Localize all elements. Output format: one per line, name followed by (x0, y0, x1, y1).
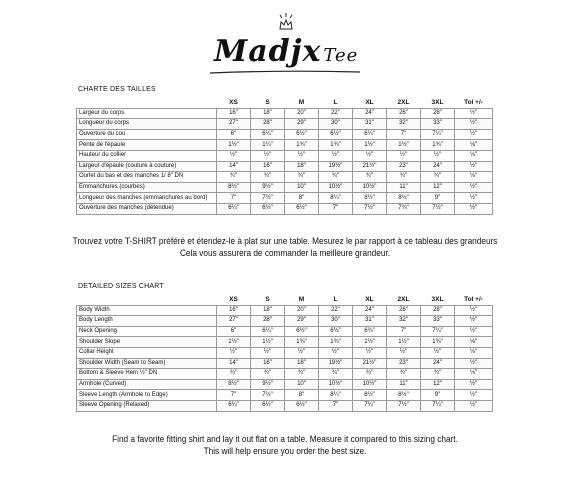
table-row (77, 337, 493, 348)
size-value: 31" (353, 316, 387, 327)
size-value: 10½" (319, 182, 353, 193)
table-row (77, 150, 493, 161)
size-value: 6" (217, 326, 251, 337)
table-row (77, 203, 493, 214)
size-header: L (319, 98, 353, 109)
size-header: XS (217, 295, 251, 306)
french-note-line2: Cela vous assurera de commander la meilleure grandeur. (179, 248, 391, 259)
size-value: 7½" (387, 400, 421, 411)
size-value: 33" (421, 316, 455, 327)
size-value: 7½" (353, 203, 387, 214)
measurement-label: Largeur d'épaule (couture à couture) (77, 161, 217, 172)
size-value: 32" (387, 316, 421, 327)
table-row (77, 119, 493, 130)
size-value: 8" (285, 390, 319, 401)
size-value: 27" (217, 119, 251, 130)
size-value: 6¼" (217, 203, 251, 214)
size-value: 1¾" (319, 337, 353, 348)
table-row (77, 172, 493, 183)
size-value: 28" (421, 108, 455, 119)
size-value: 7" (319, 400, 353, 411)
size-value: ½" (285, 150, 319, 161)
size-header: XL (353, 295, 387, 306)
table-row (77, 347, 493, 358)
size-value: ½" (455, 400, 493, 411)
size-value: 33" (421, 119, 455, 130)
size-value: 8½" (217, 182, 251, 193)
size-value: 6½" (285, 129, 319, 140)
size-value: 10" (285, 379, 319, 390)
size-value: 6½" (285, 400, 319, 411)
size-value: 9½" (251, 379, 285, 390)
english-size-table (76, 294, 493, 412)
table-row (77, 390, 493, 401)
size-value: 30" (319, 119, 353, 130)
size-value: 24" (421, 358, 455, 369)
size-value: 24" (353, 305, 387, 316)
size-value: ½" (251, 347, 285, 358)
size-value: 29" (285, 316, 319, 327)
size-value: 7" (387, 129, 421, 140)
size-header: 2XL (387, 98, 421, 109)
measurement-label: Hauteur du collier (77, 150, 217, 161)
size-value: 6" (217, 129, 251, 140)
size-value: 28" (421, 305, 455, 316)
size-header: 3XL (421, 98, 455, 109)
size-header: M (285, 295, 319, 306)
size-value: 16" (217, 108, 251, 119)
size-value: ½" (217, 150, 251, 161)
size-value: 7" (217, 390, 251, 401)
table-row (77, 305, 493, 316)
size-value: ⅛" (455, 172, 493, 183)
size-value: 23" (387, 161, 421, 172)
english-note-line1: Find a favorite fitting shirt and lay it out flat on a table. Measure it compared to this sizing chart. (112, 434, 458, 445)
size-value: 16" (251, 358, 285, 369)
table-row (77, 358, 493, 369)
size-value: ¾" (319, 369, 353, 380)
size-value: ½" (387, 347, 421, 358)
size-value: 8½" (353, 390, 387, 401)
size-value: 24" (353, 108, 387, 119)
size-value: ¾" (285, 172, 319, 183)
table-row (77, 182, 493, 193)
size-value: 9½" (251, 182, 285, 193)
table-row (77, 108, 493, 119)
french-instructions (40, 236, 530, 260)
size-value: ¾" (387, 369, 421, 380)
header-blank (77, 98, 217, 109)
measurement-label: Sleeve Opening (Relaxed) (77, 400, 217, 411)
size-value: 9" (421, 390, 455, 401)
measurement-label: Longueur des manches (emmanchures au bord) (77, 193, 217, 204)
size-value: ¾" (285, 369, 319, 380)
size-value: ½" (455, 193, 493, 204)
size-value: 6½" (285, 203, 319, 214)
size-value: 8½" (353, 193, 387, 204)
size-value: 21½" (353, 358, 387, 369)
english-chart-title: DETAILED SIZES CHART (78, 283, 164, 290)
size-value: 32" (387, 119, 421, 130)
size-value: 26" (387, 305, 421, 316)
brand-name-text: Madjx (214, 34, 322, 69)
size-value: 23" (387, 358, 421, 369)
table-row (77, 369, 493, 380)
size-value: 1½" (217, 140, 251, 151)
measurement-label: Emmanchures (courbes) (77, 182, 217, 193)
size-value: ¾" (217, 172, 251, 183)
french-note-line1: Trouvez votre T-SHIRT préféré et étendez-le à plat sur une table. Mesurez le par rapport à ce tableau des grandeurs (72, 236, 498, 247)
size-value: 1½" (251, 337, 285, 348)
size-value: 19½" (319, 161, 353, 172)
size-value: 6¼" (251, 129, 285, 140)
size-value: 6½" (251, 203, 285, 214)
size-value: ½" (353, 347, 387, 358)
size-value: 6½" (319, 129, 353, 140)
size-value: ¾" (353, 172, 387, 183)
table-row (77, 193, 493, 204)
table-row (77, 316, 493, 327)
size-value: 8" (285, 193, 319, 204)
size-value: 11" (387, 182, 421, 193)
size-value: 6½" (251, 400, 285, 411)
size-value: ¾" (421, 172, 455, 183)
size-value: 18" (285, 358, 319, 369)
size-value: 10½" (353, 379, 387, 390)
size-value: ½" (455, 161, 493, 172)
size-value: 18" (251, 305, 285, 316)
size-value: 24" (421, 161, 455, 172)
measurement-label: Collar Height (77, 347, 217, 358)
size-value: 8½" (387, 390, 421, 401)
size-value: 20" (285, 305, 319, 316)
size-value: ⅛" (455, 347, 493, 358)
size-header: M (285, 98, 319, 109)
size-value: 6¼" (217, 400, 251, 411)
brand-suffix: Tee (323, 45, 359, 66)
table-row (77, 161, 493, 172)
size-value: 14" (217, 161, 251, 172)
size-value: 6¾" (353, 326, 387, 337)
size-value: 28" (251, 119, 285, 130)
size-value: ½" (285, 347, 319, 358)
size-value: 1¾" (421, 337, 455, 348)
size-value: ¾" (319, 172, 353, 183)
size-value: 26" (387, 108, 421, 119)
size-value: 6½" (285, 326, 319, 337)
header-row (77, 98, 493, 109)
size-value: ½" (455, 358, 493, 369)
measurement-label: Longueur du corps (77, 119, 217, 130)
size-value: 16" (217, 305, 251, 316)
size-value: 1¾" (421, 140, 455, 151)
size-value: ½" (251, 150, 285, 161)
size-value: 7" (217, 193, 251, 204)
size-value: ½" (455, 316, 493, 327)
english-instructions (40, 434, 530, 458)
measurement-label: Sleeve Length (Armhole to Edge) (77, 390, 217, 401)
size-value: 7½" (251, 390, 285, 401)
size-value: ½" (217, 347, 251, 358)
size-value: 7" (319, 203, 353, 214)
size-value: 6½" (319, 326, 353, 337)
brand-name (214, 34, 358, 69)
size-value: ½" (455, 203, 493, 214)
size-value: ¾" (251, 172, 285, 183)
size-header: S (251, 98, 285, 109)
size-value: 30" (319, 316, 353, 327)
size-value: 10½" (319, 379, 353, 390)
crown-icon (276, 12, 296, 32)
size-value: 1½" (353, 337, 387, 348)
measurement-label: Ouverture des manches (détendue) (77, 203, 217, 214)
table-row (77, 140, 493, 151)
size-value: 1½" (387, 337, 421, 348)
size-value: ½" (421, 347, 455, 358)
size-value: ½" (353, 150, 387, 161)
size-value: 1½" (387, 140, 421, 151)
size-value: 7¼" (421, 129, 455, 140)
size-value: 1½" (353, 140, 387, 151)
size-header: S (251, 295, 285, 306)
table-row (77, 400, 493, 411)
measurement-label: Armhole (Curved) (77, 379, 217, 390)
size-value: ½" (421, 150, 455, 161)
size-value: 11" (387, 379, 421, 390)
measurement-label: Body Width (77, 305, 217, 316)
size-value: 7¼" (421, 326, 455, 337)
size-header: L (319, 295, 353, 306)
size-value: ½" (455, 182, 493, 193)
size-value: 20" (285, 108, 319, 119)
french-size-table (76, 97, 493, 215)
size-value: ½" (455, 129, 493, 140)
size-value: ½" (319, 347, 353, 358)
size-value: 29" (285, 119, 319, 130)
brand-logo (200, 12, 370, 74)
size-value: ¾" (251, 369, 285, 380)
size-value: ¾" (353, 369, 387, 380)
size-value: 18" (285, 161, 319, 172)
header-row (77, 295, 493, 306)
size-value: 7½" (251, 193, 285, 204)
brand-underline (210, 70, 360, 74)
size-value: 6¼" (251, 326, 285, 337)
size-value: 1½" (217, 337, 251, 348)
size-header: Tol +/- (455, 295, 493, 306)
size-value: 10½" (353, 182, 387, 193)
size-value: 9" (421, 193, 455, 204)
size-value: 14" (217, 358, 251, 369)
size-value: 12" (421, 182, 455, 193)
size-value: 8¼" (319, 390, 353, 401)
size-header: Tol +/- (455, 98, 493, 109)
size-value: 16" (251, 161, 285, 172)
size-value: 1¾" (285, 337, 319, 348)
size-value: 8½" (217, 379, 251, 390)
table-row (77, 129, 493, 140)
size-value: 27" (217, 316, 251, 327)
size-value: 1¾" (319, 140, 353, 151)
size-value: ½" (455, 108, 493, 119)
size-value: 19½" (319, 358, 353, 369)
size-value: 1¾" (285, 140, 319, 151)
measurement-label: Bottom & Sleeve Hem ½" DN (77, 369, 217, 380)
size-header: XS (217, 98, 251, 109)
size-value: ⅛" (455, 140, 493, 151)
size-value: 22" (319, 108, 353, 119)
size-value: ⅛" (455, 369, 493, 380)
size-value: 18" (251, 108, 285, 119)
size-value: 21½" (353, 161, 387, 172)
measurement-label: Ouverture du cou (77, 129, 217, 140)
size-value: 7¼" (353, 400, 387, 411)
size-value: 7½" (421, 203, 455, 214)
size-value: ½" (319, 150, 353, 161)
size-value: 1¼" (251, 140, 285, 151)
english-note-line2: This will help ensure you order the best size. (203, 446, 367, 457)
size-value: 7¼" (421, 400, 455, 411)
size-value: ¾" (421, 369, 455, 380)
size-value: ¾" (217, 369, 251, 380)
size-value: 28" (251, 316, 285, 327)
size-value: ½" (387, 150, 421, 161)
size-value: ½" (455, 119, 493, 130)
size-header: 3XL (421, 295, 455, 306)
size-header: XL (353, 98, 387, 109)
size-value: ½" (455, 379, 493, 390)
size-value: ½" (455, 390, 493, 401)
size-value: 8¼" (319, 193, 353, 204)
size-value: 31" (353, 119, 387, 130)
measurement-label: Largeur du corps (77, 108, 217, 119)
size-value: ½" (455, 326, 493, 337)
size-value: ¾" (387, 172, 421, 183)
measurement-label: Pente de l'épaule (77, 140, 217, 151)
size-value: 22" (319, 305, 353, 316)
measurement-label: Ourlet du bas et des manches 1/ 8" DN (77, 172, 217, 183)
header-blank (77, 295, 217, 306)
size-value: 6¼" (353, 129, 387, 140)
size-value: 7" (387, 326, 421, 337)
size-value: 7¾" (387, 203, 421, 214)
size-value: 12" (421, 379, 455, 390)
measurement-label: Shoulder Slope (77, 337, 217, 348)
french-chart-title: CHARTE DES TAILLES (78, 86, 156, 93)
size-value: 10" (285, 182, 319, 193)
measurement-label: Neck Opening (77, 326, 217, 337)
measurement-label: Shoulder Width (Seam to Seam) (77, 358, 217, 369)
table-row (77, 379, 493, 390)
size-value: 8½" (387, 193, 421, 204)
size-value: ⅛" (455, 337, 493, 348)
size-value: ½" (455, 305, 493, 316)
table-row (77, 326, 493, 337)
size-header: 2XL (387, 295, 421, 306)
measurement-label: Body Length (77, 316, 217, 327)
size-value: ⅛" (455, 150, 493, 161)
